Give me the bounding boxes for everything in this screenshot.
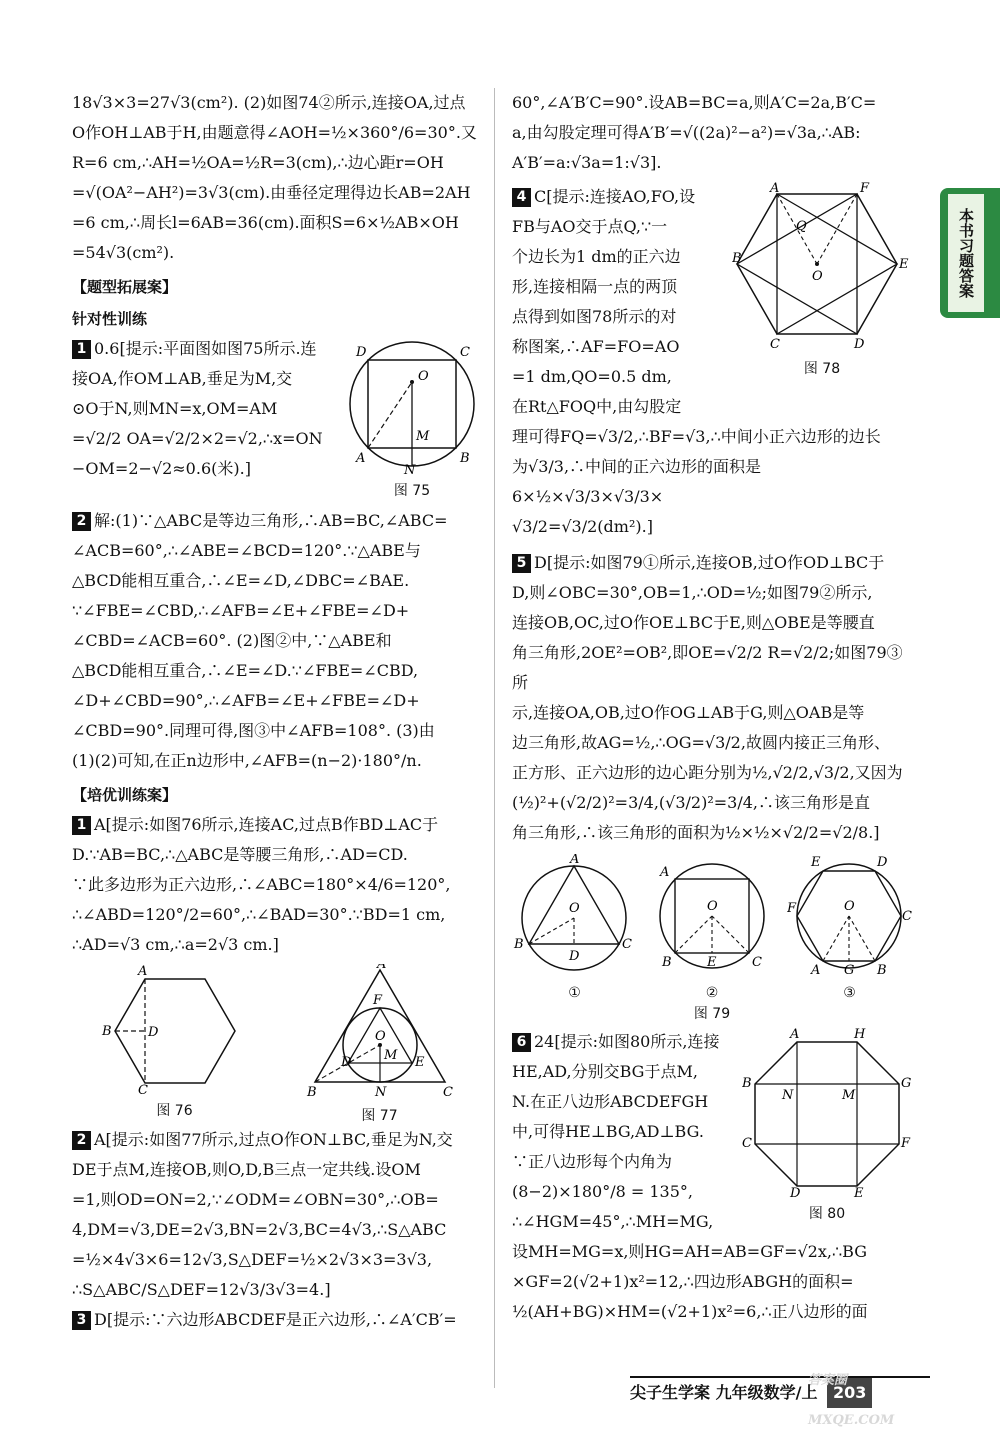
p6-line: 中,可得HE⊥BG,AD⊥BG.	[512, 1122, 704, 1141]
p5-line: D,则∠OBC=30°,OB=1,∴OD=½;如图79②所示,	[512, 583, 873, 602]
p3-cont-line: a,由勾股定理可得A′B′=√((2a)²−a²)=√3a,∴AB:	[512, 123, 861, 142]
question-1	[72, 334, 482, 500]
svg-text:O: O	[812, 269, 823, 284]
p6-line: HE,AD,分别交BG于点M,	[512, 1062, 698, 1081]
side-tab-label: 本书习题答案	[948, 194, 984, 312]
svg-text:C: C	[460, 345, 470, 360]
q2-line: ∠D+∠CBD=90°,∴∠AFB=∠E+∠FBE=∠D+	[72, 691, 420, 710]
p2-line: ∴S△ABC/S△DEF=12√3/3√3=4.]	[72, 1280, 331, 1299]
svg-text:C: C	[742, 1136, 752, 1151]
p5-line: (½)²+(√2/2)²=3/4,(√3/2)²=3/4,∴该三角形是直	[512, 793, 870, 812]
p1-line: ∵此多边形为正六边形,∴∠ABC=180°×4/6=120°,	[72, 875, 451, 894]
svg-text:M: M	[383, 1048, 397, 1063]
svg-text:O: O	[418, 369, 429, 384]
side-tab	[940, 188, 1000, 318]
figure-77	[305, 964, 455, 1125]
svg-text:C: C	[902, 909, 912, 924]
p5-line: 边三角形,故AG=½,∴OG=√3/2,故圆内接正三角形、	[512, 733, 890, 752]
question-number: 1	[72, 816, 91, 835]
svg-text:F: F	[901, 1136, 911, 1151]
svg-text:F: F	[860, 182, 870, 196]
svg-text:O: O	[374, 1029, 386, 1044]
figure-79-3-diagram	[787, 854, 912, 979]
svg-text:F: F	[787, 901, 797, 916]
figure-78-diagram	[732, 182, 912, 352]
svg-text:O: O	[569, 901, 580, 916]
p3-line: D[提示:∵六边形ABCDEF是正六边形,∴∠A′CB′=	[94, 1310, 457, 1329]
svg-text:A: A	[770, 182, 780, 196]
figure-80	[742, 1027, 912, 1237]
svg-text:答案圈: 答案圈	[808, 1373, 848, 1388]
question-6	[512, 1027, 912, 1237]
figure-79	[512, 854, 912, 1001]
svg-text:B: B	[306, 1085, 317, 1099]
svg-text:B: B	[877, 963, 887, 978]
p6-line: ∵正八边形每个内角为	[512, 1152, 673, 1171]
figure-76	[100, 964, 250, 1125]
p6-line: (8−2)×180°/8 = 135°,	[512, 1182, 693, 1201]
question-number: 6	[512, 1033, 531, 1052]
q1-line: −OM=2−√2≈0.6(米).]	[72, 459, 251, 478]
p1-line: ∴AD=√3 cm,∴a=2√3 cm.]	[72, 935, 279, 954]
svg-text:MXQE.COM: MXQE.COM	[808, 1413, 895, 1428]
svg-text:B: B	[742, 1076, 752, 1091]
p6-line: N.在正八边形ABCDEFGH	[512, 1092, 709, 1111]
figure-79-2	[650, 854, 775, 1001]
figure-79-1-diagram	[512, 854, 637, 979]
intro-line: =6 cm,∴周长l=6AB=36(cm).面积S=6×½AB×OH	[72, 213, 459, 232]
p6-line: ∴∠HGM=45°,∴MH=MG,	[512, 1212, 714, 1231]
page-number: 203	[827, 1378, 872, 1408]
svg-text:H: H	[854, 1027, 866, 1042]
svg-text:D: D	[569, 949, 580, 964]
p5-line: 角三角形,∴该三角形的面积为½×½×√2/2=√2/8.]	[512, 823, 880, 842]
section-heading-expand: 【题型拓展案】	[72, 278, 178, 296]
figure-caption: 图 77	[361, 1108, 398, 1124]
q2-line: ∵∠FBE=∠CBD,∴∠AFB=∠E+∠FBE=∠D+	[72, 601, 410, 620]
svg-text:C: C	[622, 937, 632, 952]
left-column	[72, 88, 482, 1335]
intro-line: R=6 cm,∴AH=½OA=½R=3(cm),∴边心距r=OH	[72, 153, 444, 172]
p2-line: 4,DM=√3,DE=2√3,BN=2√3,BC=4√3,∴S△ABC	[72, 1220, 447, 1239]
svg-text:E: E	[854, 1186, 864, 1197]
question-number: 4	[512, 188, 531, 207]
svg-text:A: A	[659, 865, 669, 880]
svg-text:A: A	[570, 854, 580, 867]
figure-caption: 图 75	[393, 483, 431, 499]
svg-text:A: A	[356, 451, 366, 466]
q1-line: ⊙O于N,则MN=x,OM=AM	[72, 399, 278, 418]
p4-cont-line: 为√3/3,∴中间的正六边形的面积是6×½×√3/3×√3/3×	[512, 457, 762, 506]
svg-text:E: E	[414, 1055, 424, 1070]
q1-line: 0.6[提示:平面图如图75所示.连	[94, 339, 317, 358]
figure-caption: 图 79	[693, 1006, 731, 1022]
svg-text:D: D	[356, 345, 367, 360]
question-number: 1	[72, 340, 91, 359]
p4-cont-line: 理可得FQ=√3/2,∴BF=√3,∴中间小正六边形的边长	[512, 427, 881, 446]
svg-text:E: E	[706, 955, 716, 970]
svg-text:N: N	[404, 463, 416, 474]
svg-text:C: C	[137, 1083, 148, 1094]
svg-text:G: G	[844, 963, 855, 978]
p2-line: DE于点M,连接OB,则O,D,B三点一定共线.设OM	[72, 1160, 421, 1179]
p4-line: FB与AO交于点Q,∵一	[512, 217, 668, 236]
figure-caption: 图 80	[808, 1206, 846, 1222]
p4-line: =1 dm,QO=0.5 dm,	[512, 367, 672, 386]
p5-line: 连接OB,OC,过O作OE⊥BC于E,则△OBE是等腰直	[512, 613, 875, 632]
footer-book-title: 尖子生学案	[630, 1383, 711, 1402]
intro-line: =54√3(cm²).	[72, 243, 175, 262]
svg-text:B: B	[101, 1024, 112, 1039]
question-number: 2	[72, 1131, 91, 1150]
q2-line: ∠CBD=90°.同理可得,图③中∠AFB=108°. (3)由	[72, 721, 435, 740]
p5-line: 正方形、正六边形的边心距分别为½,√2/2,√3/2,又因为	[512, 763, 903, 782]
question-number: 3	[72, 1311, 91, 1330]
svg-text:A: A	[376, 964, 386, 972]
svg-text:F: F	[372, 993, 382, 1008]
svg-text:G: G	[901, 1076, 912, 1091]
svg-text:N: N	[782, 1088, 794, 1103]
svg-text:B: B	[732, 251, 742, 266]
figure-79-2-diagram	[650, 854, 775, 979]
q2-line: (1)(2)可知,在正n边形中,∠AFB=(n−2)·180°/n.	[72, 751, 422, 770]
svg-text:A: A	[790, 1027, 800, 1042]
figure-79-3	[787, 854, 912, 1001]
svg-text:D: D	[340, 1055, 351, 1070]
question-4	[512, 182, 912, 422]
p4-line: 个边长为1 dm的正六边	[512, 247, 681, 266]
svg-text:O: O	[706, 899, 718, 914]
p2-line: A[提示:如图77所示,过点O作ON⊥BC,垂足为N,交	[94, 1130, 453, 1149]
svg-text:E: E	[811, 855, 821, 870]
p6-cont-line: ×GF=2(√2+1)x²=12,∴四边形ABGH的面积=	[512, 1272, 854, 1291]
svg-text:C: C	[770, 337, 780, 352]
watermark-logo	[800, 1340, 990, 1435]
q2-line: △BCD能相互重合,∴∠E=∠D.∵∠FBE=∠CBD,	[72, 661, 419, 680]
svg-text:D: D	[147, 1025, 158, 1040]
svg-text:O: O	[844, 899, 855, 914]
question-number: 5	[512, 554, 531, 573]
svg-text:D: D	[854, 337, 865, 352]
svg-text:A: A	[811, 963, 821, 978]
q1-line: 接OA,作OM⊥AB,垂足为M,交	[72, 369, 293, 388]
p4-line: 形,连接相隔一点的两顶	[512, 277, 678, 296]
figures-76-77	[72, 964, 482, 1125]
svg-text:M: M	[842, 1088, 856, 1103]
figure-sub-label: ①	[568, 985, 581, 1001]
p1-line: D.∵AB=BC,∴△ABC是等腰三角形,∴AD=CD.	[72, 845, 408, 864]
p1-line: A[提示:如图76所示,连接AC,过点B作BD⊥AC于	[94, 815, 439, 834]
p6-line: 24[提示:如图80所示,连接	[534, 1032, 720, 1051]
right-column	[512, 88, 912, 1327]
p4-line: 在Rt△FOQ中,由勾股定	[512, 397, 682, 416]
p6-cont-line: 设MH=MG=x,则HG=AH=AB=GF=√2x,∴BG	[512, 1242, 867, 1261]
p2-line: =½×4√3×6=12√3,S△DEF=½×2√3×3=3√3,	[72, 1250, 433, 1269]
q2-line: ∠CBD=∠ACB=60°. (2)图②中,∵△ABE和	[72, 631, 392, 650]
figure-76-diagram	[100, 964, 250, 1094]
figure-75	[342, 334, 482, 500]
svg-text:B: B	[661, 955, 672, 970]
svg-text:M: M	[416, 429, 430, 444]
p4-line: 点得到如图78所示的对	[512, 307, 677, 326]
q2-line: 解:(1)∵△ABC是等边三角形,∴AB=BC,∠ABC=	[94, 511, 448, 530]
figure-78	[732, 182, 912, 422]
intro-line: 18√3×3=27√3(cm²). (2)如图74②所示,连接OA,过点	[72, 93, 466, 112]
figure-77-diagram	[305, 964, 455, 1099]
figure-caption: 图 76	[156, 1103, 193, 1119]
question-number: 2	[72, 512, 91, 531]
section-heading-advance: 【培优训练案】	[72, 786, 178, 804]
p3-cont-line: A′B′=a:√3a=1:√3].	[512, 153, 662, 172]
p4-cont-line: √3/2=√3/2(dm²).]	[512, 517, 653, 536]
footer-grade: 九年级数学/上	[715, 1383, 818, 1402]
figure-75-diagram	[342, 334, 482, 474]
svg-text:B: B	[514, 937, 524, 952]
column-divider	[494, 88, 495, 1388]
p6-cont-line: ½(AH+BG)×HM=(√2+1)x²=6,∴正八边形的面	[512, 1302, 868, 1321]
q1-line: =√2/2 OA=√2/2×2=√2,∴x=ON	[72, 429, 323, 448]
intro-line: O作OH⊥AB于H,由题意得∠AOH=½×360°/6=30°.又	[72, 123, 477, 142]
figure-80-diagram	[742, 1027, 912, 1197]
svg-text:D: D	[790, 1186, 801, 1197]
svg-text:E: E	[899, 257, 909, 272]
intro-line: =√(OA²−AH²)=3√3(cm).由垂径定理得边长AB=2AH	[72, 183, 471, 202]
p4-line: 称图案,∴AF=FO=AO	[512, 337, 680, 356]
q2-line: △BCD能相互重合,∴∠E=∠D,∠DBC=∠BAE.	[72, 571, 410, 590]
p3-cont-line: 60°,∠A′B′C=90°.设AB=BC=a,则A′C=2a,B′C=	[512, 93, 877, 112]
figure-sub-label: ③	[843, 985, 856, 1001]
svg-text:A: A	[137, 964, 147, 979]
p2-line: =1,则OD=ON=2,∵∠ODM=∠OBN=30°,∴OB=	[72, 1190, 439, 1209]
figure-sub-label: ②	[705, 985, 719, 1001]
p5-line: D[提示:如图79①所示,连接OB,过O作OD⊥BC于	[534, 553, 885, 572]
figure-79-1	[512, 854, 637, 1001]
svg-text:Q: Q	[796, 219, 807, 234]
section-heading-targeted: 针对性训练	[72, 310, 148, 328]
svg-text:N: N	[374, 1085, 386, 1099]
svg-text:C: C	[442, 1085, 453, 1099]
p5-line: 示,连接OA,OB,过O作OG⊥AB于G,则△OAB是等	[512, 703, 865, 722]
p5-line: 角三角形,2OE²=OB²,即OE=√2/2 R=√2/2;如图79③所	[512, 643, 903, 692]
figure-caption: 图 78	[803, 361, 841, 377]
p1-line: ∴∠ABD=120°/2=60°,∴∠BAD=30°.∵BD=1 cm,	[72, 905, 446, 924]
svg-text:C: C	[751, 955, 762, 970]
svg-text:D: D	[877, 855, 888, 870]
p4-line: C[提示:连接AO,FO,设	[534, 187, 696, 206]
svg-text:B: B	[460, 451, 470, 466]
q2-line: ∠ACB=60°,∴∠ABE=∠BCD=120°.∵△ABE与	[72, 541, 421, 560]
